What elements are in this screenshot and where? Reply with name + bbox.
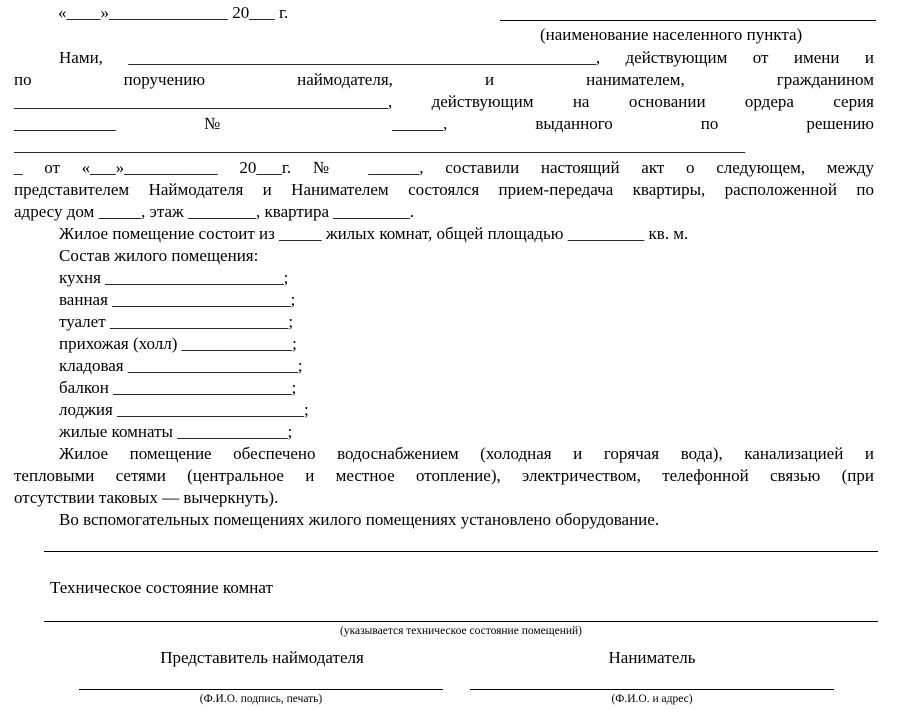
room-bathroom: ванная _____________________; <box>59 290 296 309</box>
room-loggia: лоджия ______________________; <box>59 400 309 419</box>
equipment-blank <box>44 551 878 552</box>
paragraph-line-3: ____________________________________________, действующим на основании ордера серия <box>14 92 874 111</box>
paragraph-line-6: _ от «___»___________ 20___г. № ______, составили настоящий акт о следующем, между <box>14 158 874 177</box>
tech-state-caption: (указывается техническое состояние помещений) <box>339 625 583 637</box>
equipment-line: Во вспомогательных помещениях жилого помещениях установлено оборудование. <box>59 510 660 529</box>
room-storage: кладовая ____________________; <box>59 356 303 375</box>
paragraph-line-1: Нами, _______________________________________________________, действующим от имени и <box>59 48 874 67</box>
tech-state-blank <box>44 621 878 622</box>
utilities-line-3: отсутствии таковых — вычеркнуть). <box>14 488 279 507</box>
tenant-signature-blank <box>470 689 834 690</box>
tenant-caption: (Ф.И.О. и адрес) <box>611 693 693 705</box>
paragraph-line-2: по поручению наймодателя, и нанимателем, гражданином <box>14 70 874 89</box>
date-line: «____»______________ 20___ г. <box>58 3 289 22</box>
paragraph-line-7: представителем Наймодателя и Нанимателем состоялся прием-передача квартиры, расположенной по <box>14 180 874 199</box>
room-balcony: балкон _____________________; <box>59 378 297 397</box>
paragraph-line-4: ____________ № ______, выданного по решению <box>14 114 874 133</box>
settlement-blank <box>500 20 876 21</box>
utilities-line-1: Жилое помещение обеспечено водоснабжением (холодная и горячая вода), канализацией и <box>59 444 874 463</box>
utilities-line-2: тепловыми сетями (центральное и местное отопление), электричеством, телефонной связью (при <box>14 466 874 485</box>
tenant-label: Наниматель <box>608 648 696 667</box>
paragraph-line-5: ______________________________________________________________________________________ <box>14 136 745 155</box>
area-line: Жилое помещение состоит из _____ жилых комнат, общей площадью _________ кв. м. <box>59 224 689 243</box>
paragraph-line-8: адресу дом _____, этаж ________, квартира _________. <box>14 202 414 221</box>
settlement-caption: (наименование населенного пункта) <box>540 25 803 44</box>
composition-title: Состав жилого помещения: <box>59 246 259 265</box>
room-hall: прихожая (холл) _____________; <box>59 334 297 353</box>
tech-state-label: Техническое состояние комнат <box>50 578 273 597</box>
room-living: жилые комнаты _____________; <box>59 422 293 441</box>
landlord-label: Представитель наймодателя <box>160 648 364 667</box>
landlord-caption: (Ф.И.О. подпись, печать) <box>199 693 323 705</box>
landlord-signature-blank <box>79 689 443 690</box>
room-toilet: туалет _____________________; <box>59 312 294 331</box>
room-kitchen: кухня _____________________; <box>59 268 289 287</box>
